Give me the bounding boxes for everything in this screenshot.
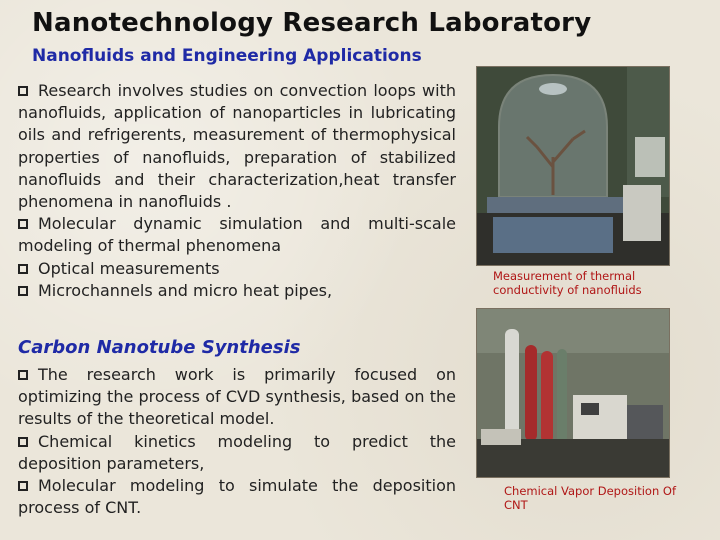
checkbox-bullet-icon	[18, 370, 28, 380]
nanofluids-bullet-list	[18, 80, 456, 302]
list-item: The research work is primarily focused on optimizing the process of CVD synthesis, based on the results of the theoretical model.	[18, 365, 456, 429]
checkbox-bullet-icon	[18, 86, 28, 96]
list-item: Microchannels and micro heat pipes,	[18, 280, 456, 302]
checkbox-bullet-icon	[18, 264, 28, 274]
bell-jar-apparatus-photo	[476, 66, 670, 266]
list-item: Research involves studies on convection loops with nanofluids, application of nanoparticles in lubricating oils and refrigerents, measurement of thermophysical properties of nanofluids, preparation of stabilized nanofluids and their characterization,heat transfer phenomena in nanofluids .	[18, 81, 456, 212]
photo1-caption: Measurement of thermal conductivity of nanofluids	[493, 269, 642, 297]
checkbox-bullet-icon	[18, 286, 28, 296]
cvd-equipment-illustration	[477, 309, 669, 477]
page-title: Nanotechnology Research Laboratory	[32, 8, 592, 38]
list-item: Optical measurements	[18, 258, 456, 280]
checkbox-bullet-icon	[18, 481, 28, 491]
page-subtitle: Nanofluids and Engineering Applications	[32, 46, 422, 66]
bell-jar-illustration	[477, 67, 669, 265]
cnt-bullet-list	[18, 364, 456, 519]
list-item: Molecular dynamic simulation and multi-scale modeling of thermal phenomena	[18, 214, 456, 256]
section-heading-cnt: Carbon Nanotube Synthesis	[18, 337, 301, 358]
list-item: Chemical kinetics modeling to predict the deposition parameters,	[18, 431, 456, 473]
checkbox-bullet-icon	[18, 219, 28, 229]
checkbox-bullet-icon	[18, 437, 28, 447]
list-item: Molecular modeling to simulate the deposition process of CNT.	[18, 476, 456, 518]
cvd-setup-photo	[476, 308, 670, 478]
photo2-caption: Chemical Vapor Deposition Of CNT	[504, 484, 676, 512]
